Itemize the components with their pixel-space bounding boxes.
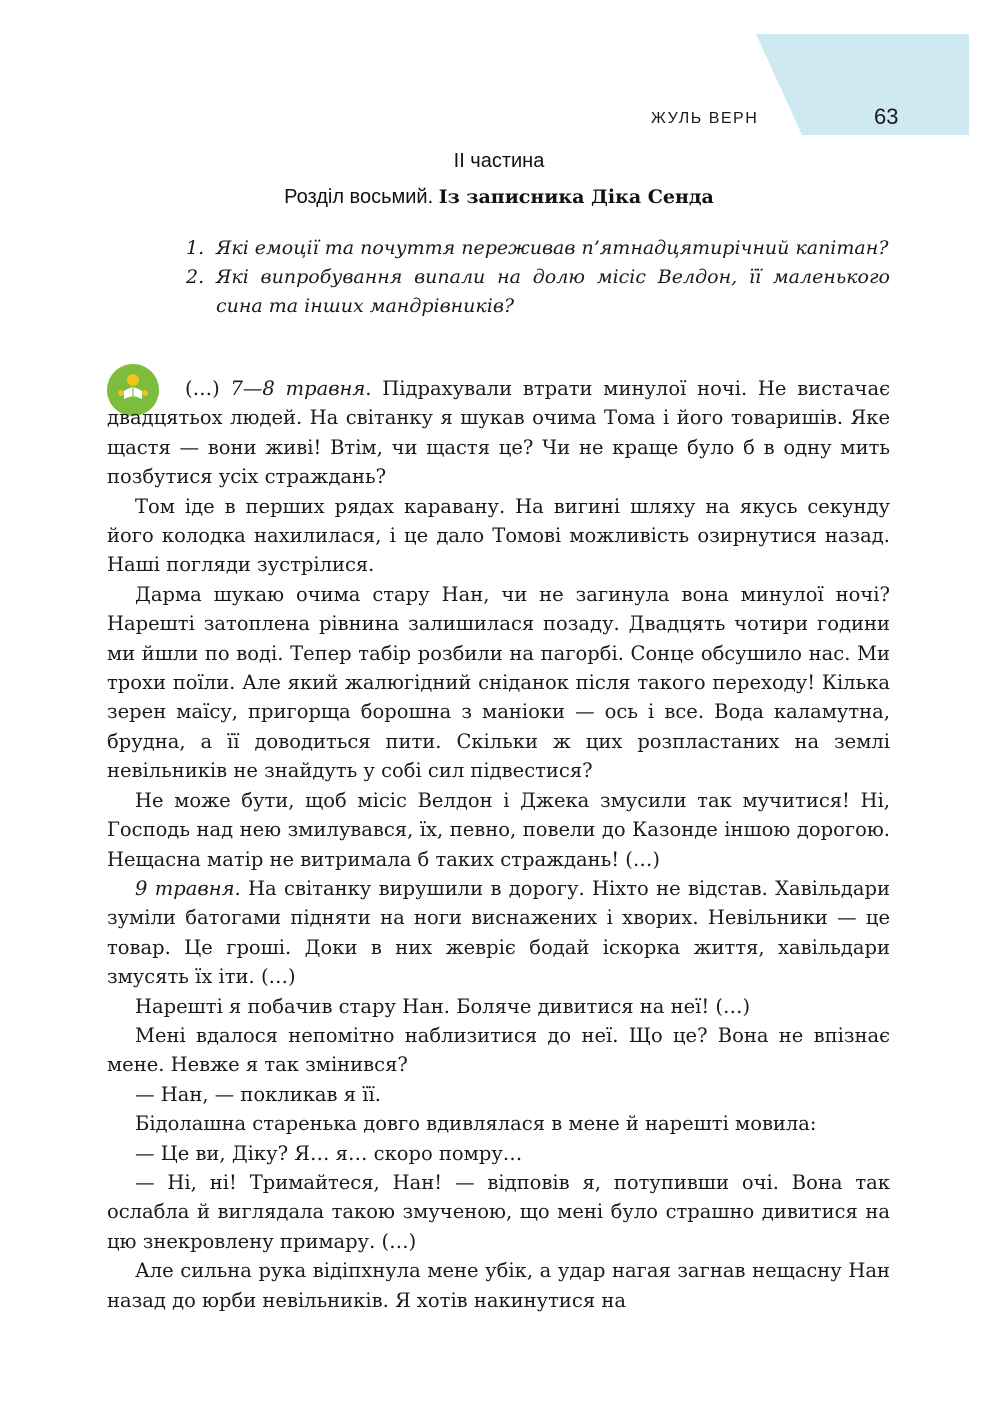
corner-accent-band [756, 34, 969, 135]
paragraph [107, 874, 890, 992]
question-list [186, 234, 890, 321]
paragraph-text: . На світанку вирушили в дорогу. Ніхто не відстав. Хавільдари зуміли батогами підняти на ноги виснажених і хворих. Невільники — це товар. Це гроші. Доки в них жевріє бодай іскорка життя, хавільдари змусять їх іти. (…) [107, 876, 890, 989]
paragraph [107, 374, 890, 492]
page-number: 63 [874, 104, 899, 129]
paragraph: — Це ви, Діку? Я… я… скоро помру… [135, 1141, 523, 1165]
paragraph: Не може бути, щоб місіс Велдон і Джека змусили так мучитися! Ні, Господь над нею змилувався, їх, певно, повели до Казонде іншою дорогою. Нещасна матір не витримала б таких страждань! (…) [107, 788, 890, 871]
paragraph-lead: (…) [185, 377, 231, 400]
question-item [186, 263, 890, 321]
paragraph: Бідолашна старенька довго вдивлялася в мене й нарешті мовила: [135, 1112, 817, 1136]
body-text [107, 374, 890, 1315]
diary-date: 9 травня [135, 876, 235, 900]
question-number: 1. [186, 237, 205, 259]
paragraph-text: . Підрахували втрати минулої ночі. Не вистачає двадцятьох людей. На світанку я шукав очима Тома і його товаришів. Яке щастя — вони живі! Втім, чи щастя це? Чи не краще було б в одну мить позбутися усіх страждань? [107, 377, 890, 489]
running-head: ЖУЛЬ ВЕРН [651, 110, 759, 127]
question-number: 2. [186, 266, 205, 288]
paragraph: Дарма шукаю очима стару Нан, чи не загинула вона минулої ночі? Нарешті затоплена рівнина залишилася позаду. Двадцять чотири години ми йшли по воді. Тепер табір розбили на пагорбі. Сонце обсушило нас. Ми трохи поїли. Але який жалюгідний сніданок після такого переходу! Кілька зерен маїсу, пригорща борошна з маніоки — ось і все. Вода каламутна, брудна, а її доводиться пити. Скільки ж цих розпластаних на землі невільників не знайдуть у собі сил підвестися? [107, 582, 890, 783]
question-item [186, 234, 890, 263]
paragraph: Том іде в перших рядах каравану. На вигині шляху на якусь секунду його колодка нахилилася, і це дало Томові можливість озирнутися назад. Наші погляди зустрілися. [107, 494, 890, 577]
diary-date: 7—8 травня [230, 377, 366, 400]
paragraph: — Ні, ні! Тримайтеся, Нан! — відповів я, потупивши очі. Вона так ослабла й виглядала такою змученою, що мені було страшно дивитися на цю знекровлену примару. (…) [107, 1170, 890, 1253]
paragraph: Але сильна рука відіпхнула мене убік, а удар нагая загнав нещасну Нан назад до юрби невільників. Я хотів накинутися на [107, 1259, 890, 1312]
question-text: Які емоції та почуття переживав п’ятнадцятирічний капітан? [216, 237, 889, 259]
chapter-title [0, 186, 998, 209]
part-title: ІІ частина [453, 150, 545, 172]
chapter-prefix: Розділ восьмий. [284, 186, 439, 208]
paragraph: Мені вдалося непомітно наблизитися до неї. Що це? Вона не впізнає мене. Невже я так змінився? [107, 1023, 890, 1077]
paragraph: — Нан, — покликав я її. [135, 1082, 381, 1106]
question-text: Які випробування випали на долю місіс Велдон, її маленького сина та інших мандрівників? [216, 266, 890, 317]
chapter-name: Із записника Діка Сенда [438, 186, 714, 208]
paragraph: Нарешті я побачив стару Нан. Боляче дивитися на неї! (…) [135, 994, 751, 1018]
